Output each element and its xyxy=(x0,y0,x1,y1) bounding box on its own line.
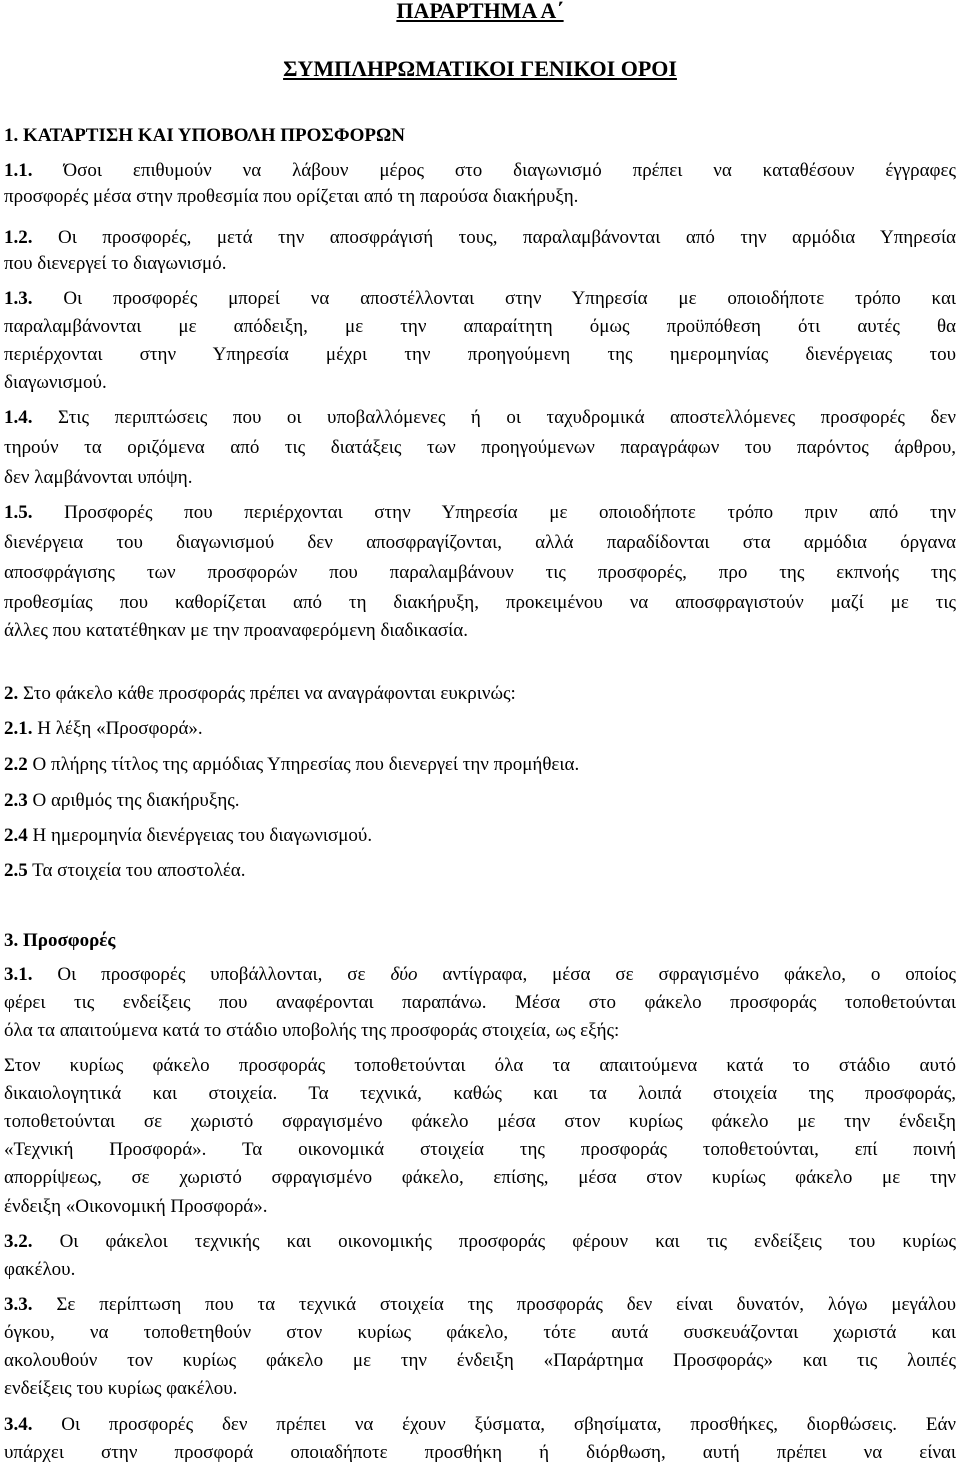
para-1-5-line: διενέργεια του διαγωνισμού δεν αποσφραγίζονται, αλλά παραδίδονται στα αρμόδια όργανα xyxy=(4,532,956,553)
para-3-1b-line: τοποθετούνται σε χωριστό σφραγισμένο φάκελο μέσα στον κυρίως φάκελο με την ένδειξη xyxy=(4,1111,956,1132)
para-1-2: 1.2. Οι προσφορές, μετά την αποσφράγισή τους, παραλαμβάνονται από την αρμόδια Υπηρεσία xyxy=(4,227,957,248)
para-3-4: 3.4. Οι προσφορές δεν πρέπει να έχουν ξύσματα, σβησίματα, προσθήκες, διορθώσεις. Εάν xyxy=(4,1414,956,1435)
item-2-2: 2.2 Ο πλήρης τίτλος της αρμόδιας Υπηρεσίας που διενεργεί την προμήθεια. xyxy=(4,754,580,775)
para-3-4-line: υπάρχει στην προσφορά οποιαδήποτε προσθήκη ή διόρθωση, αυτή πρέπει να είναι xyxy=(4,1442,956,1463)
para-1-3-line: παραλαμβάνονται με απόδειξη, με την απαραίτητη όμως προϋπόθεση ότι αυτές θα xyxy=(4,316,956,337)
para-1-3: 1.3. Οι προσφορές μπορεί να αποστέλλονται στην Υπηρεσία με οποιοδήποτε τρόπο και xyxy=(4,288,957,309)
para-1-4: 1.4. Στις περιπτώσεις που οι υποβαλλόμενες ή οι ταχυδρομικά αποστελλόμενες προσφορές δεν xyxy=(4,407,957,428)
para-1-1: 1.1. Όσοι επιθυμούν να λάβουν μέρος στο διαγωνισμό πρέπει να καταθέσουν έγγραφες xyxy=(4,160,957,181)
section-1-heading: 1. ΚΑΤΑΡΤΙΣΗ ΚΑΙ ΥΠΟΒΟΛΗ ΠΡΟΣΦΟΡΩΝ xyxy=(4,125,405,146)
para-3-1-line: όλα τα απαιτούμενα κατά το στάδιο υποβολής της προσφοράς στοιχεία, ως εξής: xyxy=(4,1020,620,1041)
para-1-3-line: διαγωνισμού. xyxy=(4,372,107,393)
para-1-1-line: προσφορές μέσα στην προθεσμία που ορίζεται από τη παρούσα διακήρυξη. xyxy=(4,186,579,207)
para-3-1b: Στον κυρίως φάκελο προσφοράς τοποθετούνται όλα τα απαιτούμενα κατά το στάδιο αυτό xyxy=(4,1055,956,1076)
section-2: 2. Στο φάκελο κάθε προσφοράς πρέπει να αναγράφονται ευκρινώς: xyxy=(4,683,516,704)
para-3-3-line: ακολουθούν τον κυρίως φάκελο με την ένδειξη «Παράρτημα Προσφοράς» και τις λοιπές xyxy=(4,1350,956,1371)
para-3-1: 3.1. Οι προσφορές υποβάλλονται, σε δύο αντίγραφα, μέσα σε σφραγισμένο φάκελο, ο οποίος xyxy=(4,964,957,985)
para-1-2-line: που διενεργεί το διαγωνισμό. xyxy=(4,253,227,274)
para-3-1-line: φέρει τις ενδείξεις που αναφέρονται παραπάνω. Μέσα στο φάκελο προσφοράς τοποθετούνται xyxy=(4,992,956,1013)
para-1-4-line: δεν λαμβάνονται υπόψη. xyxy=(4,467,193,488)
para-1-5-line: αποσφράγισης των προσφορών που παραλαμβάνουν τις προσφορές, προ της εκπνοής της xyxy=(4,562,956,583)
item-2-1: 2.1. Η λέξη «Προσφορά». xyxy=(4,718,203,739)
section-3-heading: 3. Προσφορές xyxy=(4,930,116,951)
para-1-4-line: τηρούν τα οριζόμενα από τις διατάξεις των προηγούμενων παραγράφων του παρόντος άρθρου, xyxy=(4,437,956,458)
para-3-2: 3.2. Οι φάκελοι τεχνικής και οικονομικής προσφοράς φέρουν και τις ενδείξεις του κυρίως xyxy=(4,1231,956,1252)
para-3-1b-line: ένδειξη «Οικονομική Προσφορά». xyxy=(4,1196,268,1217)
para-3-1b-line: «Τεχνική Προσφορά». Τα οικονομικά στοιχεία της προσφοράς τοποθετούνται, επί ποινή xyxy=(4,1139,956,1160)
para-3-3-line: ενδείξεις του κυρίως φακέλου. xyxy=(4,1378,238,1399)
para-1-5: 1.5. Προσφορές που περιέρχονται στην Υπηρεσία με οποιοδήποτε τρόπο πριν από την xyxy=(4,502,956,523)
para-3-3: 3.3. Σε περίπτωση που τα τεχνικά στοιχεία της προσφοράς δεν είναι δυνατόν, λόγω μεγάλου xyxy=(4,1294,956,1315)
para-3-1b-line: απορρίψεως, σε χωριστό σφραγισμένο φάκελο, επίσης, μέσα στον κυρίως φάκελο με την xyxy=(4,1167,956,1188)
para-3-3-line: όγκου, να τοποθετηθούν στον κυρίως φάκελο, τότε αυτά συσκευάζονται χωριστά και xyxy=(4,1322,956,1343)
para-3-1b-line: δικαιολογητικά και στοιχεία. Τα τεχνικά, καθώς και τα λοιπά στοιχεία της προσφοράς, xyxy=(4,1083,956,1104)
item-2-5: 2.5 Τα στοιχεία του αποστολέα. xyxy=(4,860,246,881)
item-2-3: 2.3 Ο αριθμός της διακήρυξης. xyxy=(4,790,240,811)
para-1-5-line: προθεσμίας που καθορίζεται από τη διακήρυξη, προκειμένου να αποσφραγιστούν μαζί με τις xyxy=(4,592,956,613)
para-1-3-line: περιέρχονται στην Υπηρεσία μέχρι την προηγούμενη της ημερομηνίας διενέργειας του xyxy=(4,344,956,365)
para-3-2-line: φακέλου. xyxy=(4,1259,76,1280)
item-2-4: 2.4 Η ημερομηνία διενέργειας του διαγωνισμού. xyxy=(4,825,373,846)
para-1-5-line: άλλες που κατατέθηκαν με την προαναφερόμενη διαδικασία. xyxy=(4,620,468,641)
page-subtitle: ΣΥΜΠΛΗΡΩΜΑΤΙΚΟΙ ΓΕΝΙΚΟΙ ΟΡΟΙ xyxy=(283,56,677,81)
page-title: ΠΑΡΑΡΤΗΜΑ Α΄ xyxy=(396,0,564,23)
